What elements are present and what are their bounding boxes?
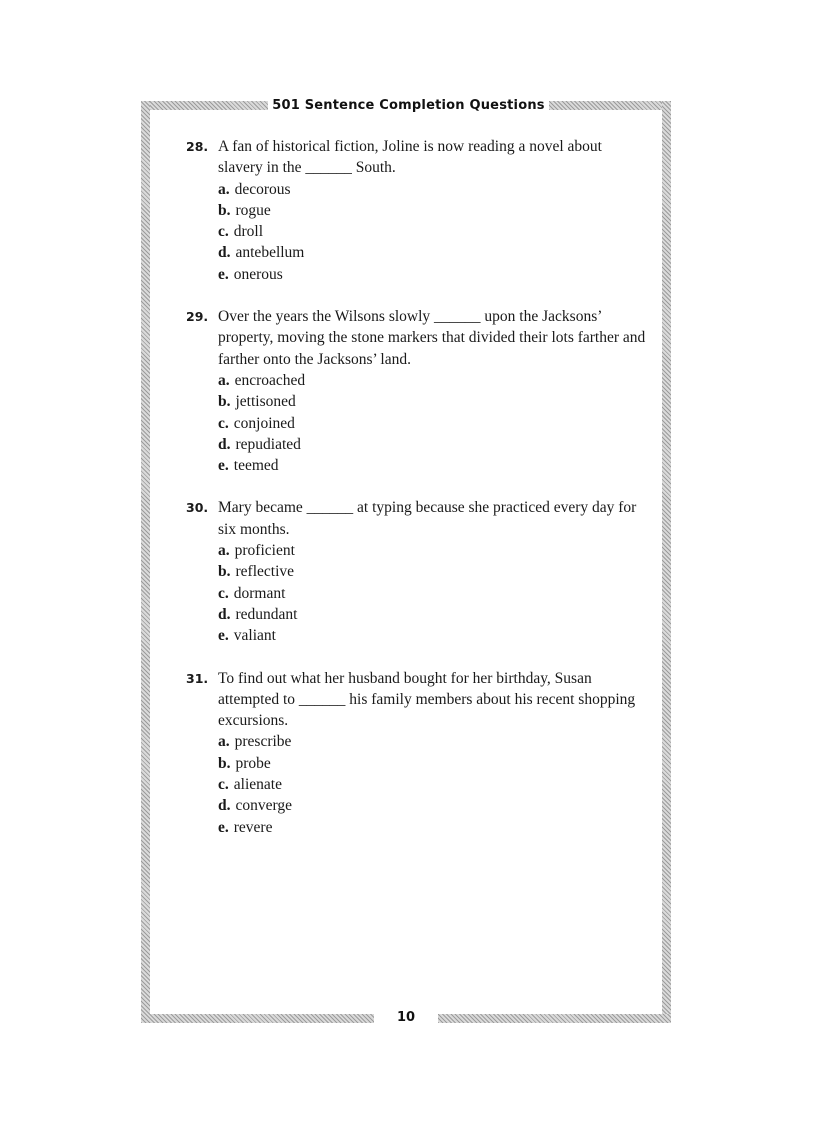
option-text: revere [233,818,273,836]
answer-option [218,774,646,795]
option-text: jettisoned [235,393,296,411]
answer-option [218,413,646,434]
answer-option [218,625,646,646]
question-text: Mary became ______ at typing because she practiced every day for six months. [218,499,637,538]
question-number: 28. [186,139,209,154]
answer-option [218,242,646,263]
answer-option [218,583,646,604]
option-letter: c. [218,776,229,794]
answer-option [218,817,646,838]
answer-option [218,179,646,200]
option-letter: d. [218,797,231,815]
option-letter: b. [218,393,231,411]
option-letter: b. [218,754,231,772]
question-number: 30. [186,500,209,516]
option-text: converge [235,797,293,815]
answer-options [218,370,646,476]
option-letter: e. [218,265,229,283]
answer-option [218,391,646,412]
frame-border-top-left [141,101,268,110]
question-number: 29. [186,309,209,325]
option-letter: d. [218,244,231,262]
question-text: Over the years the Wilsons slowly ______ upon the Jacksons’ property, moving the stone markers that divided their lots farther and farther onto the Jacksons’ land. [218,308,646,368]
option-text: onerous [233,265,283,283]
option-letter: a. [218,371,230,389]
answer-option [218,434,646,455]
option-letter: e. [218,627,229,645]
option-text: alienate [233,776,282,794]
question-number: 31. [186,670,209,686]
frame-border-right [662,101,671,1023]
option-text: rogue [235,201,271,219]
answer-option [218,753,646,774]
option-text: decorous [234,180,291,198]
question-29 [186,306,646,476]
option-text: repudiated [235,435,301,453]
frame-border-bottom-left [141,1014,374,1023]
answer-option [218,561,646,582]
page-number: 10 [396,1010,416,1025]
answer-option [218,200,646,221]
option-letter: a. [218,733,230,751]
answer-option [218,731,646,752]
frame-border-left [141,101,150,1023]
answer-option [218,370,646,391]
option-text: probe [235,754,271,772]
option-text: teemed [233,457,279,475]
option-letter: c. [218,223,229,241]
option-letter: a. [218,180,230,198]
option-text: proficient [234,542,295,560]
answer-options [218,731,646,837]
option-text: conjoined [233,414,295,432]
answer-options [218,179,646,285]
option-letter: a. [218,542,230,560]
question-text: A fan of historical fiction, Joline is now reading a novel about slavery in the ______ South. [218,138,602,177]
question-31 [186,668,646,838]
option-text: redundant [235,605,298,623]
running-header: 501 Sentence Completion Questions [272,98,545,113]
frame-border-bottom-right [438,1014,671,1023]
option-text: reflective [235,563,295,581]
question-28 [186,136,646,285]
option-letter: d. [218,435,231,453]
option-text: encroached [234,371,306,389]
answer-option [218,795,646,816]
question-30 [186,497,646,646]
answer-option [218,540,646,561]
answer-option [218,264,646,285]
option-letter: b. [218,563,231,581]
answer-option [218,604,646,625]
option-text: dormant [233,584,286,602]
option-letter: b. [218,201,231,219]
question-text: To find out what her husband bought for her birthday, Susan attempted to ______ his family members about his recent shopping excursions. [218,669,636,730]
option-text: valiant [233,627,276,645]
answer-option [218,221,646,242]
option-letter: c. [218,584,229,602]
option-text: antebellum [235,244,305,262]
option-letter: e. [218,457,229,475]
answer-options [218,540,646,646]
frame-border-top-right [549,101,671,110]
answer-option [218,455,646,476]
option-text: prescribe [234,733,292,751]
option-letter: d. [218,605,231,623]
option-letter: e. [218,818,229,836]
option-text: droll [233,223,264,241]
option-letter: c. [218,414,229,432]
question-list [186,136,646,859]
